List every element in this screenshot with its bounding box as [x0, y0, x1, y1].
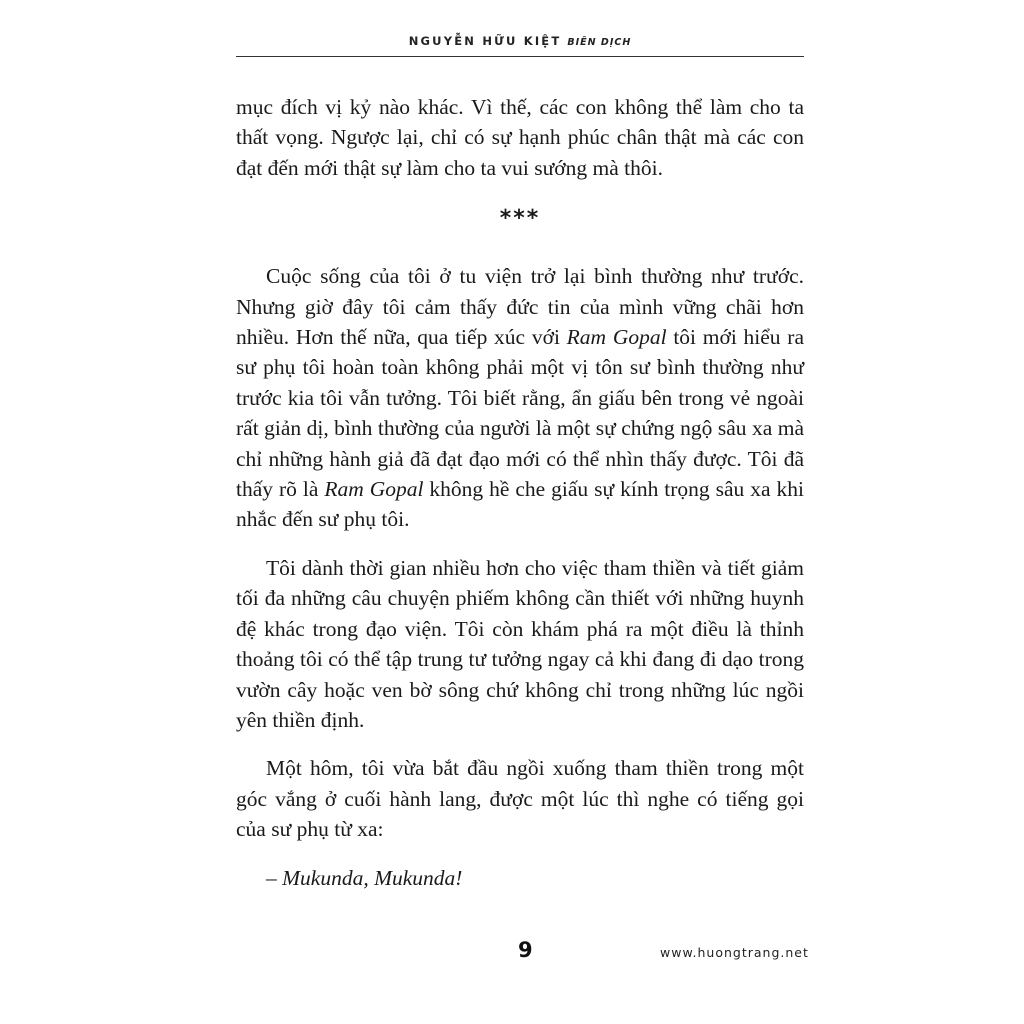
opening-paragraph: mục đích vị kỷ nào khác. Vì thế, các con không thể làm cho ta thất vọng. Ngược lại, chỉ có sự hạnh phúc chân thật mà các con đạt đến mới thật sự làm cho ta vui sướng mà thôi.: [236, 95, 804, 180]
running-header: [236, 34, 804, 48]
name-ram-gopal-1: Ram Gopal: [566, 325, 667, 350]
header-rule: [236, 56, 804, 57]
section-break: ***: [499, 206, 541, 231]
paragraph-4: Một hôm, tôi vừa bắt đầu ngồi xuống tham thiền trong một góc vắng ở cuối hành lang, được một lúc thì nghe có tiếng gọi của sư phụ từ xa:: [236, 756, 804, 842]
body-text: [236, 92, 804, 845]
paragraph-gap: [236, 735, 804, 753]
paragraph-2-text-3: không hề che giấu sự kính trọng sâu xa khi nhắc đến sư phụ tôi.: [236, 477, 804, 532]
paragraph-gap: [236, 535, 804, 553]
name-ram-gopal-2: Ram Gopal: [324, 477, 424, 502]
dialog-line: – Mukunda, Mukunda!: [266, 866, 463, 890]
paragraph-2-text-1: Cuộc sống của tôi ở tu viện trở lại bình thường như trước. Nhưng giờ đây tôi cảm thấy đức tin của mình vững chãi hơn nhiều. Hơn thế nữa, qua tiếp xúc với: [236, 264, 804, 350]
header-author: NGUYỄN HỮU KIỆT: [408, 34, 562, 48]
page-number: 9: [518, 938, 533, 962]
paragraph-3: Tôi dành thời gian nhiều hơn cho việc tham thiền và tiết giảm tối đa những câu chuyện phiếm không cần thiết với những huynh đệ khác trong đạo viện. Tôi còn khám phá ra một điều là thỉnh thoảng tôi có thể tập trung tư tưởng ngay cả khi đang đi dạo trong vườn cây hoặc ven bờ sông chứ không chỉ trong những lúc ngồi yên thiền định.: [236, 555, 804, 732]
paragraph-2: [236, 261, 804, 535]
paragraph-2-text-2: tôi mới hiểu ra sư phụ tôi hoàn toàn không phải một vị tôn sư bình thường như trước kia tôi vẫn tưởng. Tôi biết rằng, ẩn giấu bên trong vẻ ngoài rất giản dị, bình thường của người là một sự chứng ngộ sâu xa mà chỉ những hành giả đã đạt đạo mới có thể nhìn thấy được. Tôi đã thấy rõ là: [236, 325, 804, 502]
header-role: BIÊN DỊCH: [567, 37, 632, 48]
website-url: www.huongtrang.net: [660, 945, 809, 960]
